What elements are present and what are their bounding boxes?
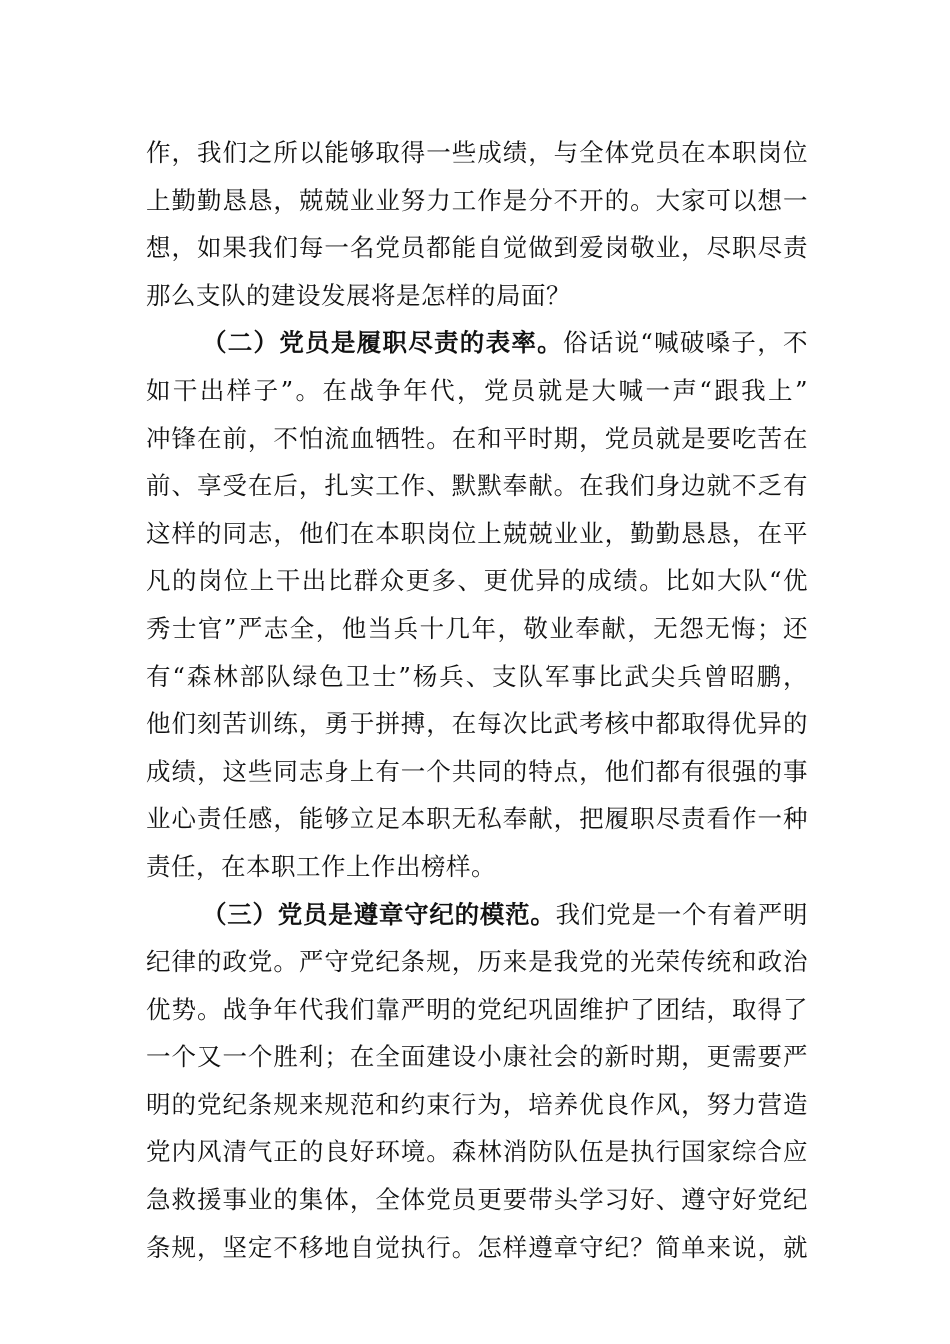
p2-line-8: 有“森林部队绿色卫士”杨兵、支队军事比武尖兵曾昭鹏，: [146, 661, 808, 691]
p3-line-8: 条规，坚定不移地自觉执行。怎样遵章守纪？简单来说，就: [146, 1232, 808, 1262]
p2-line-2: 如干出样子”。在战争年代，党员就是大喊一声“跟我上”: [146, 375, 808, 405]
p3-line-3: 优势。战争年代我们靠严明的党纪巩固维护了团结，取得了: [146, 994, 808, 1024]
p1-line-1: 作，我们之所以能够取得一些成绩，与全体党员在本职岗位: [146, 138, 808, 167]
p1-line-2: 上勤勤恳恳，兢兢业业努力工作是分不开的。大家可以想一: [146, 185, 808, 215]
p2-line-4: 前、享受在后，扎实工作、默默奉献。在我们身边就不乏有: [146, 471, 808, 501]
p2-line-5: 这样的同志，他们在本职岗位上兢兢业业，勤勤恳恳，在平: [146, 518, 808, 548]
p3-first-line: [146, 891, 808, 939]
p3-line-6: 党内风清气正的良好环境。森林消防队伍是执行国家综合应: [146, 1137, 808, 1167]
p3-line-2: 纪律的政党。严守党纪条规，历来是我党的光荣传统和政治: [146, 947, 808, 977]
p2-line-7: 秀士官”严志全，他当兵十几年，敬业奉献，无怨无悔；还: [146, 613, 808, 643]
document-body: [146, 129, 808, 1271]
p2-line-12: 责任，在本职工作上作出榜样。: [146, 851, 496, 881]
p3-line-4: 一个又一个胜利；在全面建设小康社会的新时期，更需要严: [146, 1042, 808, 1072]
p2-line-10: 成绩，这些同志身上有一个共同的特点，他们都有很强的事: [146, 756, 808, 786]
p2-line-9: 他们刻苦训练，勇于拼搏，在每次比武考核中都取得优异的: [146, 709, 808, 739]
p1-line-4: 那么支队的建设发展将是怎样的局面？: [146, 280, 571, 310]
p3-heading: （三）党员是遵章守纪的模范。: [202, 899, 556, 929]
p2-heading: （二）党员是履职尽责的表率。: [202, 328, 563, 358]
p3-first-line-rest: 我们党是一个有着严明: [555, 899, 809, 929]
p3-line-5: 明的党纪条规来规范和约束行为，培养优良作风，努力营造: [146, 1089, 808, 1119]
p3-line-7: 急救援事业的集体，全体党员更要带头学习好、遵守好党纪: [146, 1185, 808, 1215]
p2-first-line: [146, 319, 808, 367]
p2-line-6: 凡的岗位上干出比群众更多、更优异的成绩。比如大队“优: [146, 566, 808, 596]
p2-first-line-rest: 俗话说“喊破嗓子，不: [562, 328, 808, 358]
p2-line-11: 业心责任感，能够立足本职无私奉献，把履职尽责看作一种: [146, 804, 808, 834]
p1-line-3: 想，如果我们每一名党员都能自觉做到爱岗敬业，尽职尽责: [146, 233, 808, 263]
p2-line-3: 冲锋在前，不怕流血牺牲。在和平时期，党员就是要吃苦在: [146, 423, 808, 453]
